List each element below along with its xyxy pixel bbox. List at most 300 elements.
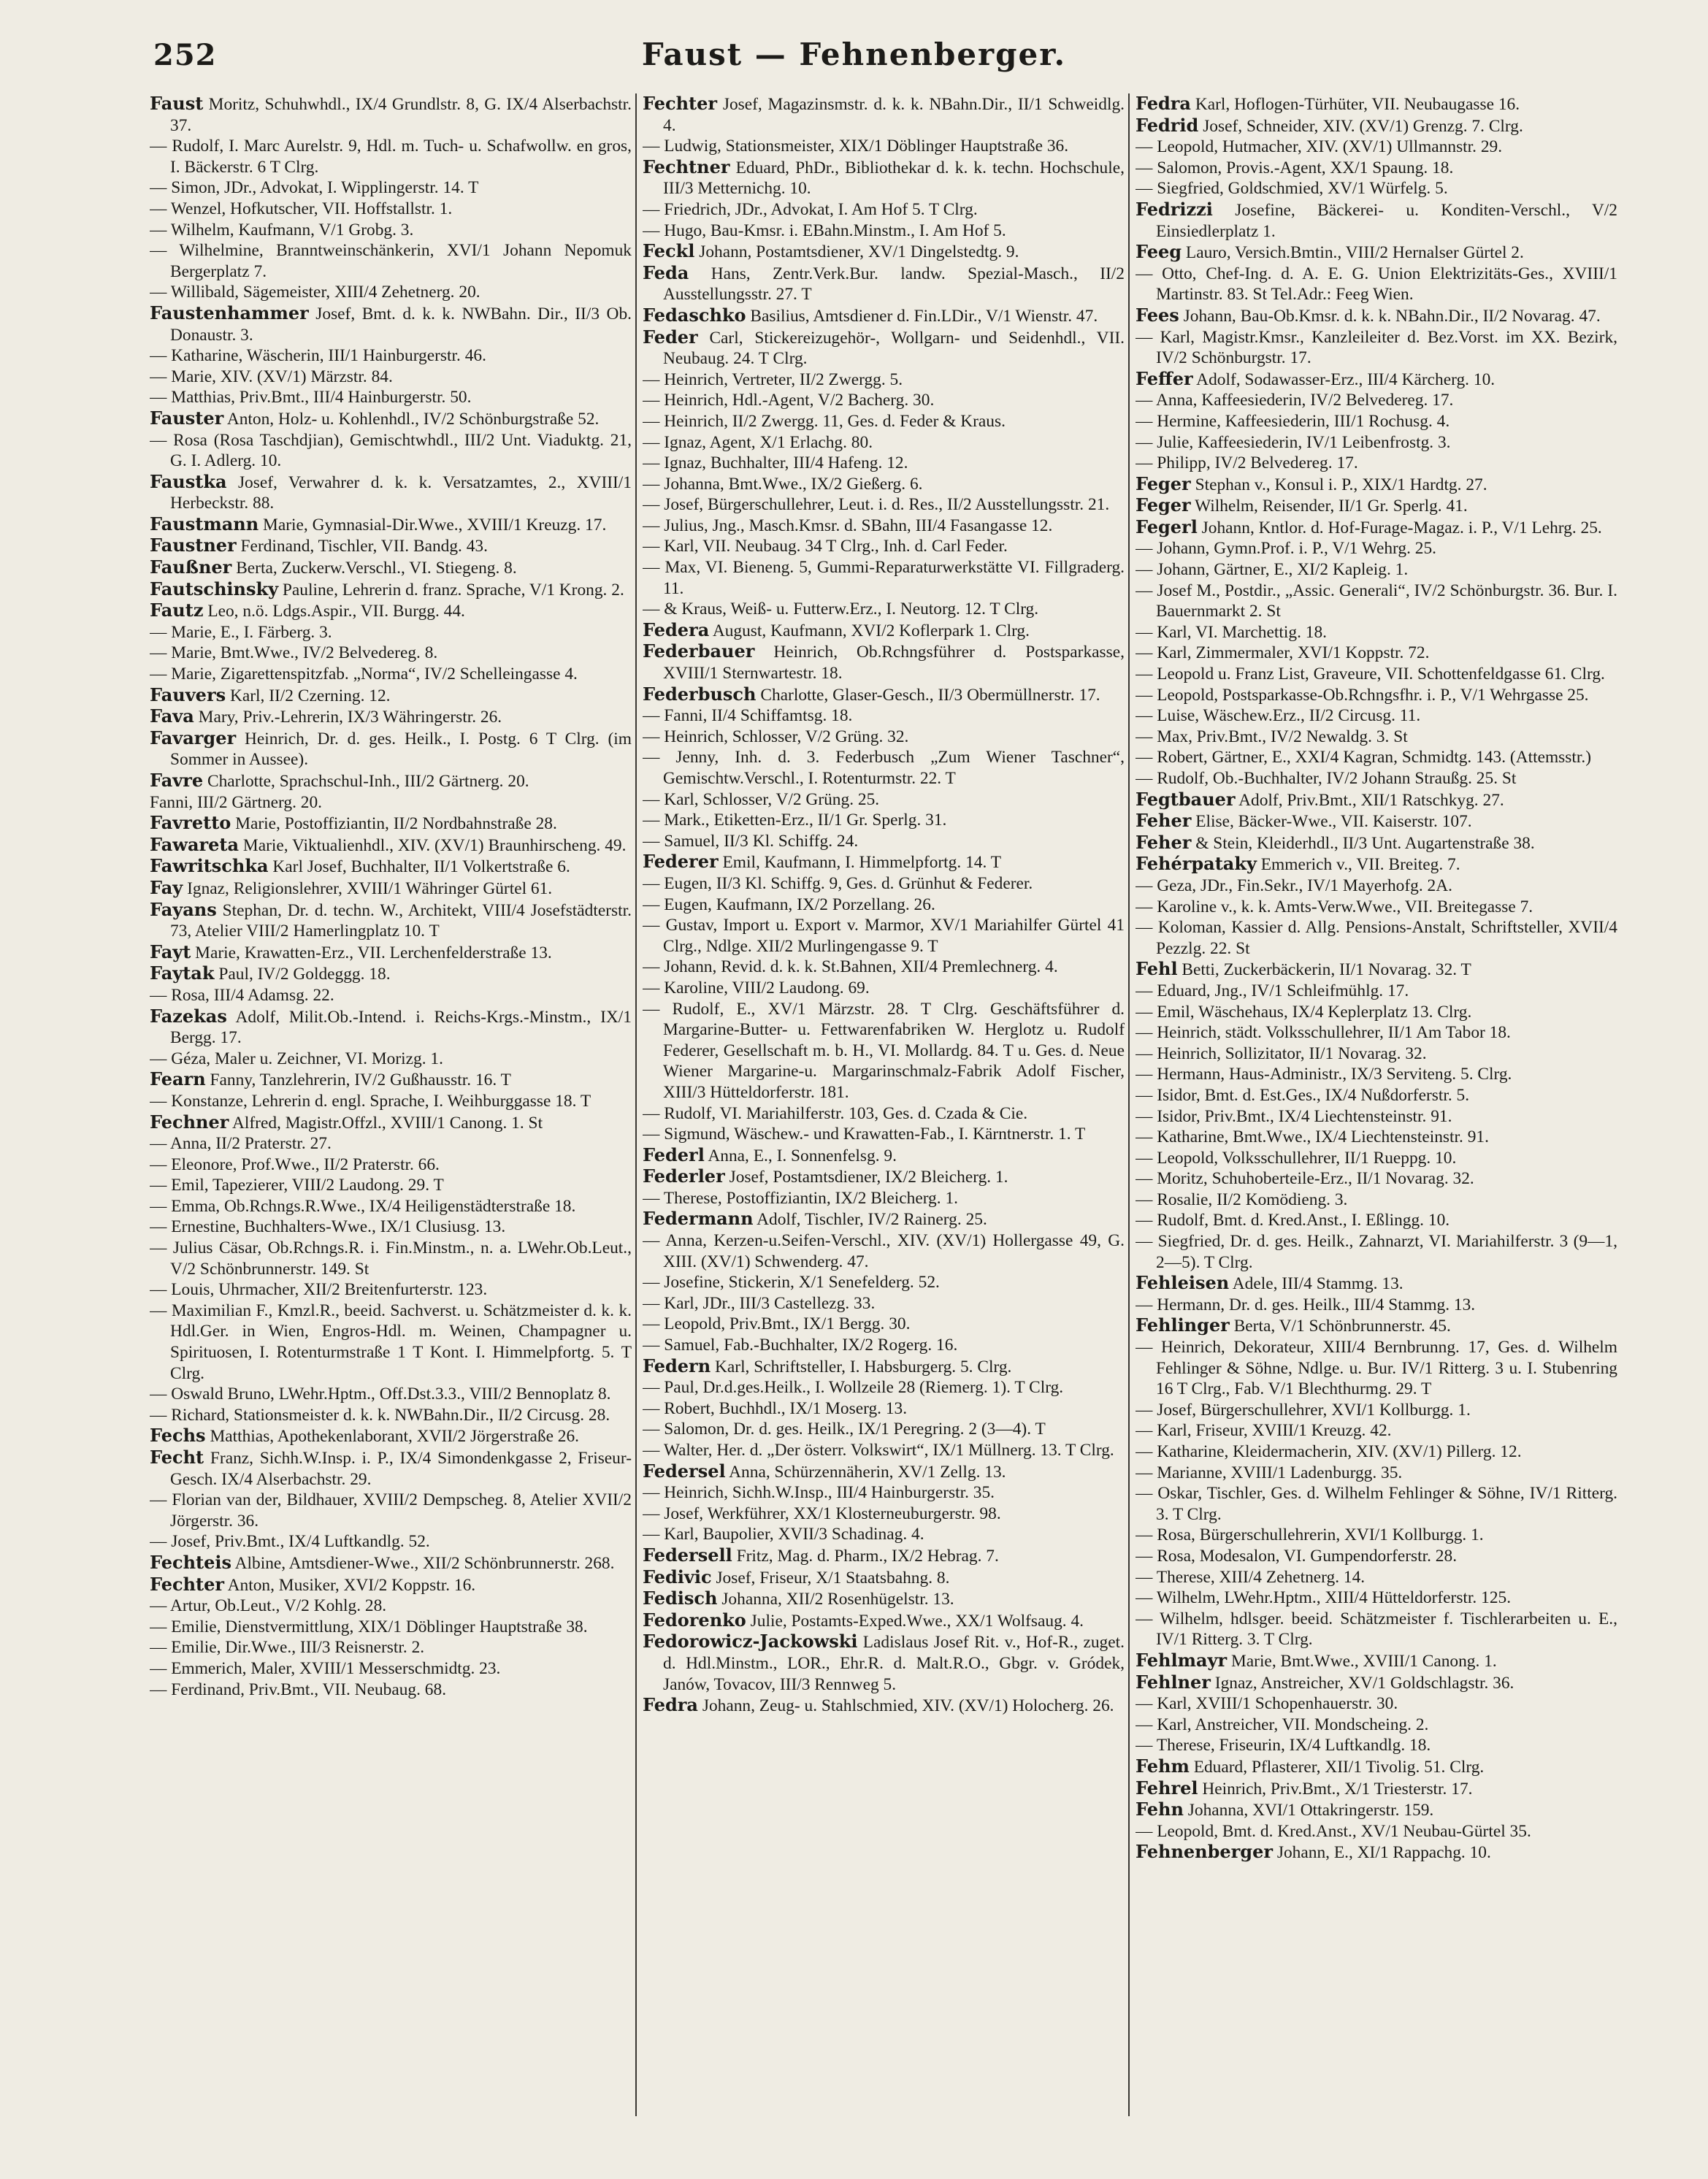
entry-surname: Feher	[1136, 831, 1192, 853]
entry-details: — Eduard, Jng., IV/1 Schleifmühlg. 17.	[1136, 981, 1409, 1000]
entry-surname: Fedaschko	[643, 304, 746, 326]
entry-details: — Rudolf, I. Marc Aurelstr. 9, Hdl. m. Tuch- u. Schafwollw. en gros, I. Bäckerstr. 6 T Clrg.	[150, 137, 632, 177]
directory-entry	[150, 430, 632, 472]
entry-details: Anton, Holz- u. Kohlenhdl., IV/2 Schönburgstraße 52.	[226, 409, 600, 429]
directory-entry	[643, 873, 1125, 895]
entry-details: — Matthias, Priv.Bmt., III/4 Hainburgerstr. 50.	[150, 388, 472, 407]
directory-entry	[150, 1596, 632, 1617]
directory-entry	[643, 641, 1125, 683]
directory-entry	[1136, 768, 1617, 789]
entry-details: Alfred, Magistr.Offzl., XVIII/1 Canong. 1. St	[231, 1113, 543, 1133]
directory-entry	[150, 1531, 632, 1552]
directory-entry	[150, 900, 632, 942]
directory-entry	[643, 620, 1125, 642]
entry-details: — Karl, XVIII/1 Schopenhauerstr. 30.	[1136, 1694, 1398, 1714]
directory-entry	[1136, 1546, 1617, 1567]
directory-entry	[1136, 538, 1617, 559]
entry-details: Johann, Bau-Ob.Kmsr. d. k. k. NBahn.Dir., II/2 Novarag. 47.	[1183, 306, 1601, 326]
directory-entry	[1136, 643, 1617, 664]
directory-entry	[1136, 1525, 1617, 1546]
directory-entry	[643, 411, 1125, 432]
directory-entry	[643, 1124, 1125, 1145]
entry-details: — Konstanze, Lehrerin d. engl. Sprache, I. Weihburggasse 18. T	[150, 1091, 591, 1111]
entry-surname: Fayt	[150, 941, 191, 962]
entry-details: Charlotte, Sprachschul-Inh., III/2 Gärtnerg. 20.	[207, 772, 529, 791]
directory-entry	[643, 684, 1125, 706]
entry-details: Betti, Zuckerbäckerin, II/1 Novarag. 32. T	[1182, 960, 1471, 980]
entry-details: — Koloman, Kassier d. Allg. Pensions-Anstalt, Schriftsteller, XVII/4 Pezzlg. 22. St	[1136, 918, 1617, 958]
entry-surname: Fauvers	[150, 683, 226, 705]
directory-entry	[150, 835, 632, 857]
entry-surname: Fayans	[150, 898, 217, 920]
directory-entry	[643, 705, 1125, 727]
directory-entry	[150, 1006, 632, 1049]
entry-details: — Ernestine, Buchhalters-Wwe., IX/1 Clusiusg. 13.	[150, 1217, 506, 1237]
entry-surname: Feffer	[1136, 367, 1193, 389]
entry-surname: Fearn	[150, 1068, 206, 1090]
entry-details: Karl, Hoflogen-Türhüter, VII. Neubaugasse 16.	[1195, 95, 1520, 114]
directory-entry	[150, 220, 632, 241]
entry-details: — Karoline, VIII/2 Laudong. 69.	[643, 978, 870, 997]
entry-details: — Wilhelm, LWehr.Hptm., XIII/4 Hütteldorferstr. 125.	[1136, 1588, 1512, 1608]
directory-entry	[1136, 917, 1617, 959]
directory-entry	[150, 557, 632, 579]
directory-entry	[150, 199, 632, 220]
entry-surname: Fehrel	[1136, 1777, 1198, 1799]
entry-surname: Fedrizzi	[1136, 198, 1213, 220]
entry-details: Johann, Kntlor. d. Hof-Furage-Magaz. i. P., V/1 Lehrg. 25.	[1201, 518, 1602, 537]
entry-details: — Heinrich, Hdl.-Agent, V/2 Bacherg. 30.	[643, 391, 935, 410]
directory-entry	[1136, 1715, 1617, 1736]
directory-entry	[643, 1230, 1125, 1272]
entry-details: — Leopold, Hutmacher, XIV. (XV/1) Ullmannstr. 29.	[1136, 137, 1503, 157]
directory-entry	[643, 1461, 1125, 1483]
directory-entry	[643, 810, 1125, 831]
directory-entry	[150, 770, 632, 792]
directory-entry	[1136, 664, 1617, 685]
directory-entry	[643, 831, 1125, 852]
entry-surname: Fehl	[1136, 958, 1178, 980]
entry-surname: Fautschinsky	[150, 578, 279, 600]
entry-details: Marie, Bmt.Wwe., XVIII/1 Canong. 1.	[1230, 1651, 1497, 1671]
directory-entry	[150, 472, 632, 514]
entry-surname: Feger	[1136, 494, 1191, 516]
directory-entry	[150, 622, 632, 643]
directory-entry	[643, 727, 1125, 748]
directory-entry	[643, 516, 1125, 537]
entry-details: — Heinrich, Schlosser, V/2 Grüng. 32.	[643, 727, 909, 746]
directory-entry	[150, 1658, 632, 1680]
directory-entry	[1136, 199, 1617, 242]
entry-details: — Mark., Etiketten-Erz., II/1 Gr. Sperlg. 31.	[643, 811, 947, 830]
directory-entry	[150, 1384, 632, 1405]
entry-details: — Emilie, Dienstvermittlung, XIX/1 Döblinger Hauptstraße 38.	[150, 1617, 588, 1636]
directory-entry	[643, 241, 1125, 263]
directory-entry	[643, 1545, 1125, 1567]
entry-surname: Federmann	[643, 1208, 754, 1230]
entry-details: — Ignaz, Agent, X/1 Erlachg. 80.	[643, 432, 873, 452]
directory-entry	[150, 985, 632, 1006]
entry-details: — Oskar, Tischler, Ges. d. Wilhelm Fehlinger & Söhne, IV/1 Ritterg. 3. T Clrg.	[1136, 1484, 1617, 1524]
directory-entry	[643, 1524, 1125, 1545]
directory-entry	[150, 1133, 632, 1154]
entry-surname: Feckl	[643, 240, 695, 262]
entry-details: — Leopold, Postsparkasse-Ob.Rchngsfhr. i. P., V/1 Wehrgasse 25.	[1136, 685, 1589, 705]
entry-surname: Faußner	[150, 556, 232, 578]
directory-entry	[150, 1552, 632, 1574]
directory-entry	[643, 1419, 1125, 1440]
entry-details: — Robert, Buchhdl., IX/1 Moserg. 13.	[643, 1398, 908, 1418]
directory-entry	[150, 387, 632, 408]
entry-details: — Florian van der, Bildhauer, XVIII/2 Dempscheg. 8, Atelier XVII/2 Jörgerstr. 36.	[150, 1490, 632, 1531]
entry-details: — Rosalie, II/2 Komödieng. 3.	[1136, 1190, 1348, 1209]
entry-details: Johann, Postamtsdiener, XV/1 Dingelstedtg. 9.	[699, 242, 1019, 262]
entry-surname: Favarger	[150, 727, 237, 748]
directory-entry	[643, 1314, 1125, 1335]
entry-details: — Leopold, Volksschullehrer, II/1 Rueppg. 10.	[1136, 1148, 1457, 1168]
entry-details: — Heinrich, II/2 Zwergg. 11, Ges. d. Feder & Kraus.	[643, 411, 1006, 431]
entry-details: Carl, Stickereizugehör-, Wollgarn- und Seidenhdl., VII. Neubaug. 24. T Clrg.	[663, 328, 1125, 369]
entry-details: — Karl, Baupolier, XVII/3 Schadinag. 4.	[643, 1525, 924, 1544]
directory-entry	[1136, 897, 1617, 918]
directory-entry	[150, 1279, 632, 1301]
entry-surname: Federa	[643, 619, 710, 640]
entry-details: Albine, Amtsdiener-Wwe., XII/2 Schönbrunnerstr. 268.	[234, 1553, 615, 1573]
directory-entry	[150, 942, 632, 964]
entry-details: Heinrich, Priv.Bmt., X/1 Triesterstr. 17.	[1202, 1779, 1473, 1799]
entry-surname: Fegerl	[1136, 516, 1198, 537]
entry-surname: Fehérpataky	[1136, 853, 1257, 875]
entry-surname: Faustner	[150, 535, 237, 556]
directory-entry	[1136, 1483, 1617, 1525]
entry-surname: Federl	[643, 1144, 705, 1165]
directory-entry	[1136, 727, 1617, 748]
entry-details: — Heinrich, Dekorateur, XIII/4 Bernbrunng. 17, Ges. d. Wilhelm Fehlinger & Söhne, Ndlge. u. Bur. IV/1 Ritterg. 3 u. I. Stubenring 16 T Clrg., Fab. V/1 Blechthurmg. 29. T	[1136, 1338, 1617, 1399]
entry-details: — Josef, Priv.Bmt., IX/4 Luftkandlg. 52.	[150, 1532, 430, 1552]
entry-surname: Federbusch	[643, 683, 757, 705]
directory-entry	[643, 1504, 1125, 1525]
directory-entry	[643, 895, 1125, 916]
entry-details: — Wilhelm, Kaufmann, V/1 Grobg. 3.	[150, 220, 414, 240]
entry-details: Fanni, III/2 Gärtnerg. 20.	[150, 792, 323, 812]
entry-surname: Fedivic	[643, 1566, 712, 1588]
directory-entry	[1136, 854, 1617, 876]
entry-details: — Emil, Wäschehaus, IX/4 Keplerplatz 13. Clrg.	[1136, 1002, 1472, 1022]
directory-entry	[643, 1335, 1125, 1356]
entry-details: — Josef, Bürgerschullehrer, Leut. i. d. Res., II/2 Ausstellungsstr. 21.	[643, 495, 1110, 515]
entry-surname: Fechter	[643, 93, 718, 114]
entry-details: — Siegfried, Dr. d. ges. Heilk., Zahnarzt, VI. Mariahilferstr. 3 (9—1, 2—5). T Clrg.	[1136, 1232, 1617, 1272]
directory-entry	[150, 177, 632, 199]
directory-entry	[643, 1103, 1125, 1125]
directory-entry	[1136, 1420, 1617, 1441]
directory-entry	[643, 999, 1125, 1103]
entry-surname: Federer	[643, 851, 719, 873]
directory-entry	[1136, 517, 1617, 539]
entry-details: — Karl, Friseur, XVIII/1 Kreuzg. 42.	[1136, 1421, 1392, 1441]
entry-details: — Artur, Ob.Leut., V/2 Kohlg. 28.	[150, 1596, 387, 1616]
entry-details: Josef, Magazinsmstr. d. k. k. NBahn.Dir., II/1 Schweidlg. 4.	[663, 95, 1125, 135]
entry-details: — Eugen, Kaufmann, IX/2 Porzellang. 26.	[643, 895, 935, 914]
directory-entry	[150, 856, 632, 878]
entry-details: — Louis, Uhrmacher, XII/2 Breitenfurterstr. 123.	[150, 1280, 488, 1300]
directory-entry	[1136, 747, 1617, 768]
directory-entry	[643, 1188, 1125, 1209]
entry-surname: Feda	[643, 261, 689, 283]
directory-entry	[150, 535, 632, 557]
entry-surname: Fehlinger	[1136, 1314, 1230, 1336]
directory-entry	[1136, 622, 1617, 643]
directory-entry	[1136, 1273, 1617, 1295]
entry-details: — Johann, Gymn.Prof. i. P., V/1 Wehrg. 25.	[1136, 539, 1437, 559]
directory-entry	[150, 367, 632, 388]
entry-surname: Faustmann	[150, 513, 259, 535]
directory-entry	[643, 1356, 1125, 1378]
entry-details: Josef, Bmt. d. k. k. NWBahn. Dir., II/3 Ob. Donaustr. 3.	[170, 304, 632, 345]
entry-surname: Fees	[1136, 304, 1179, 326]
entry-details: Emmerich v., VII. Breiteg. 7.	[1260, 855, 1460, 875]
entry-details: — Johann, Gärtner, E., XI/2 Kapleig. 1.	[1136, 560, 1409, 580]
entry-details: Berta, Zuckerw.Verschl., VI. Stiegeng. 8.	[236, 559, 517, 578]
entry-surname: Fechtner	[643, 156, 730, 177]
directory-entry	[150, 282, 632, 303]
directory-entry	[1136, 811, 1617, 832]
directory-entry	[1136, 1441, 1617, 1463]
entry-surname: Federsel	[643, 1460, 726, 1482]
entry-details: — Samuel, II/3 Kl. Schiffg. 24.	[643, 831, 859, 851]
directory-entry	[150, 600, 632, 622]
entry-surname: Fehm	[1136, 1755, 1190, 1777]
entry-surname: Fawritschka	[150, 855, 269, 877]
entry-details: Eduard, PhDr., Bibliothekar d. k. k. techn. Hochschule, III/3 Metternichg. 10.	[663, 158, 1125, 199]
entry-details: Wilhelm, Reisender, II/1 Gr. Sperlg. 41.	[1195, 497, 1468, 516]
entry-details: Adolf, Tischler, IV/2 Rainerg. 25.	[757, 1210, 987, 1230]
directory-entry	[1136, 581, 1617, 622]
entry-details: — Therese, Friseurin, IX/4 Luftkandlg. 18.	[1136, 1736, 1431, 1755]
directory-entry	[150, 303, 632, 345]
entry-details: Julie, Postamts-Exped.Wwe., XX/1 Wolfsaug. 4.	[750, 1611, 1084, 1631]
entry-details: — Eugen, II/3 Kl. Schiffg. 9, Ges. d. Grünhut & Federer.	[643, 873, 1033, 893]
entry-surname: Fechner	[150, 1111, 229, 1133]
entry-details: — Karl, VII. Neubaug. 34 T Clrg., Inh. d. Carl Feder.	[643, 537, 1008, 556]
entry-surname: Favretto	[150, 812, 231, 834]
entry-details: Basilius, Amtsdiener d. Fin.LDir., V/1 Wienstr. 47.	[750, 306, 1098, 326]
directory-entry	[1136, 789, 1617, 811]
entry-details: — Karl, Magistr.Kmsr., Kanzleileiter d. Bez.Vorst. im XX. Bezirk, IV/2 Schönburgstr. 17.	[1136, 327, 1617, 368]
entry-details: — Salomon, Provis.-Agent, XX/1 Spaung. 18.	[1136, 158, 1454, 177]
entry-surname: Fedrid	[1136, 114, 1199, 136]
entry-details: — Heinrich, Vertreter, II/2 Zwergg. 5.	[643, 369, 903, 389]
entry-details: Marie, Postoffiziantin, II/2 Nordbahnstraße 28.	[235, 814, 557, 834]
entry-details: & Stein, Kleiderhdl., II/3 Unt. Augartenstraße 38.	[1195, 833, 1535, 853]
directory-entry	[1136, 242, 1617, 264]
entry-details: — Karl, JDr., III/3 Castellezg. 33.	[643, 1293, 876, 1313]
directory-entry	[1136, 1337, 1617, 1400]
directory-entry	[1136, 1650, 1617, 1672]
entry-surname: Fehn	[1136, 1799, 1184, 1820]
entry-details: — Marianne, XVIII/1 Ladenburgg. 35.	[1136, 1463, 1403, 1482]
directory-entry	[643, 263, 1125, 305]
directory-entry	[1136, 1231, 1617, 1273]
entry-details: — Heinrich, städt. Volksschullehrer, II/1 Am Tabor 18.	[1136, 1023, 1511, 1043]
entry-details: — Moritz, Schuhoberteile-Erz., II/1 Novarag. 32.	[1136, 1169, 1474, 1189]
entry-details: Anton, Musiker, XVI/2 Koppstr. 16.	[227, 1575, 476, 1595]
directory-entry	[643, 1695, 1125, 1717]
entry-details: — Hugo, Bau-Kmsr. i. EBahn.Minstm., I. Am Hof 5.	[643, 221, 1006, 240]
directory-entry	[150, 345, 632, 367]
directory-entry	[1136, 264, 1617, 305]
entry-details: Ignaz, Religionslehrer, XVIII/1 Währinger Gürtel 61.	[187, 878, 553, 898]
directory-entry	[150, 685, 632, 707]
entry-details: Franz, Sichh.W.Insp. i. P., IX/4 Simondenkgasse 2, Friseur-Gesch. IX/4 Alserbachstr. 29.	[170, 1449, 632, 1489]
entry-details: — Rosa (Rosa Taschdjian), Gemischtwhdl., III/2 Unt. Viaduktg. 21, G. I. Adlerg. 10.	[150, 430, 632, 471]
entry-details: — Geza, JDr., Fin.Sekr., IV/1 Mayerhofg. 2A.	[1136, 876, 1452, 895]
directory-entry	[150, 643, 632, 664]
entry-details: Anna, E., I. Sonnenfelsg. 9.	[708, 1146, 897, 1165]
entry-details: — Karl, Anstreicher, VII. Mondscheing. 2.	[1136, 1715, 1429, 1734]
entry-details: Johann, E., XI/1 Rappachg. 10.	[1276, 1843, 1491, 1863]
entry-details: Fanny, Tanzlehrerin, IV/2 Gußhausstr. 16. T	[210, 1071, 511, 1090]
directory-entry	[150, 1574, 632, 1596]
entry-details: Moritz, Schuhwhdl., IX/4 Grundlstr. 8, G. IX/4 Alserbachstr. 37.	[170, 95, 632, 135]
directory-entry	[643, 1209, 1125, 1230]
directory-entry	[150, 664, 632, 685]
entry-details: Anna, Schürzennäherin, XV/1 Zellg. 13.	[729, 1462, 1006, 1482]
entry-details: Elise, Bäcker-Wwe., VII. Kaiserstr. 107.	[1195, 812, 1472, 832]
directory-entry	[643, 93, 1125, 136]
entry-surname: Feher	[1136, 810, 1192, 832]
entry-details: Pauline, Lehrerin d. franz. Sprache, V/1 Krong. 2.	[282, 580, 624, 600]
entry-details: Leo, n.ö. Ldgs.Aspir., VII. Burgg. 44.	[207, 602, 465, 621]
entry-details: — Ignaz, Buchhalter, III/4 Hafeng. 12.	[643, 453, 908, 473]
entry-details: — Walter, Her. d. „Der österr. Volkswirt“, IX/1 Müllnerg. 13. T Clrg.	[643, 1441, 1114, 1460]
entry-details: — Marie, Zigarettenspitzfab. „Norma“, IV/2 Schelleingasse 4.	[150, 665, 578, 684]
directory-entry	[150, 1091, 632, 1112]
entry-details: Matthias, Apothekenlaborant, XVII/2 Jörgerstraße 26.	[210, 1427, 580, 1447]
entry-surname: Faytak	[150, 962, 215, 984]
directory-entry	[1136, 1756, 1617, 1778]
directory-entry	[1136, 1210, 1617, 1231]
directory-entry	[1136, 959, 1617, 981]
entry-details: — Anna, Kerzen-u.Seifen-Verschl., XIV. (XV/1) Hollergasse 49, G. XIII. (XV/1) Schwenderg. 47.	[643, 1231, 1125, 1271]
directory-entry	[643, 1272, 1125, 1293]
entry-details: Berta, V/1 Schönbrunnerstr. 45.	[1233, 1317, 1451, 1336]
entry-details: — Géza, Maler u. Zeichner, VI. Morizg. 1.	[150, 1049, 443, 1068]
directory-entry	[1136, 1799, 1617, 1821]
entry-details: — Heinrich, Sichh.W.Insp., III/4 Hainburgerstr. 35.	[643, 1483, 995, 1503]
entry-details: — Julie, Kaffeesiederin, IV/1 Leibenfrostg. 3.	[1136, 432, 1451, 452]
entry-details: — Rudolf, VI. Mariahilferstr. 103, Ges. d. Czada & Cie.	[643, 1103, 1028, 1123]
directory-entry	[1136, 158, 1617, 179]
entry-surname: Fedra	[1136, 93, 1191, 114]
directory-entry	[1136, 1842, 1617, 1864]
directory-entry	[643, 453, 1125, 474]
entry-details: — Leopold u. Franz List, Graveure, VII. Schottenfeldgasse 61. Clrg.	[1136, 665, 1605, 684]
directory-entry	[1136, 1106, 1617, 1127]
entry-details: — Rosa, Bürgerschullehrerin, XVI/1 Kollburgg. 1.	[1136, 1525, 1484, 1545]
directory-entry	[150, 1301, 632, 1384]
directory-entry	[643, 747, 1125, 789]
entry-details: — Josef, Bürgerschullehrer, XVI/1 Kollburgg. 1.	[1136, 1400, 1471, 1420]
directory-entry	[643, 789, 1125, 811]
directory-entry	[1136, 1463, 1617, 1484]
entry-details: — Friedrich, JDr., Advokat, I. Am Hof 5. T Clrg.	[643, 199, 978, 219]
entry-details: — Emil, Tapezierer, VIII/2 Laudong. 29. T	[150, 1176, 444, 1195]
entry-details: — Therese, XIII/4 Zehetnerg. 14.	[1136, 1567, 1366, 1587]
directory-entry	[150, 1175, 632, 1196]
directory-entry	[150, 1196, 632, 1217]
entry-surname: Federn	[643, 1355, 711, 1376]
column-2	[643, 93, 1125, 2153]
directory-entry	[1136, 411, 1617, 432]
directory-entry	[643, 390, 1125, 411]
directory-entry	[1136, 1064, 1617, 1085]
directory-entry	[150, 813, 632, 835]
directory-entry	[643, 199, 1125, 221]
entry-details: — Katharine, Wäscherin, III/1 Hainburgerstr. 46.	[150, 346, 486, 366]
column-1	[150, 93, 632, 2153]
directory-entry	[643, 1610, 1125, 1632]
entry-surname: Fechs	[150, 1425, 206, 1447]
directory-entry	[643, 1377, 1125, 1398]
entry-details: — Leopold, Bmt. d. Kred.Anst., XV/1 Neubau-Gürtel 35.	[1136, 1821, 1531, 1841]
entry-surname: Fedorenko	[643, 1609, 746, 1631]
directory-entry	[150, 1238, 632, 1279]
directory-entry	[1136, 1022, 1617, 1043]
entry-details: — Johanna, Bmt.Wwe., IX/2 Gießerg. 6.	[643, 474, 923, 494]
directory-entry	[1136, 115, 1617, 137]
entry-details: — Oswald Bruno, LWehr.Hptm., Off.Dst.3.3., VIII/2 Bennoplatz 8.	[150, 1385, 611, 1404]
entry-surname: Favre	[150, 770, 204, 791]
entry-surname: Feger	[1136, 472, 1191, 494]
entry-details: Heinrich, Ob.Rchngsführer d. Postsparkasse, XVIII/1 Sternwartestr. 18.	[663, 643, 1125, 683]
entry-details: — Maximilian F., Kmzl.R., beeid. Sachverst. u. Schätzmeister d. k. k. Hdl.Ger. in Wien, Engros-Hdl. m. Weinen, Champagner u. Spirituosen, I. Rotenturmstraße 1 T Kont. I. Himmelpfortg. 5. T Clrg.	[150, 1301, 632, 1383]
directory-entry	[1136, 178, 1617, 199]
entry-details: — Philipp, IV/2 Belvedereg. 17.	[1136, 453, 1358, 473]
entry-details: Josef, Postamtsdiener, IX/2 Bleicherg. 1.	[729, 1168, 1008, 1187]
entry-details: — Robert, Gärtner, E., XXI/4 Kagran, Schmidtg. 143. (Attemsstr.)	[1136, 748, 1591, 767]
directory-entry	[643, 1440, 1125, 1461]
directory-entry	[1136, 1693, 1617, 1715]
entry-details: — Heinrich, Sollizitator, II/1 Novarag. 32.	[1136, 1043, 1427, 1063]
entry-details: — Marie, E., I. Färberg. 3.	[150, 622, 332, 642]
directory-entry	[1136, 1400, 1617, 1421]
entry-details: — Samuel, Fab.-Buchhalter, IX/2 Rogerg. 16.	[643, 1336, 958, 1355]
directory-entry	[150, 1617, 632, 1638]
directory-entry	[1136, 93, 1617, 115]
directory-entry	[643, 1145, 1125, 1167]
entry-details: Stephan v., Konsul i. P., XIX/1 Hardtg. 27.	[1195, 475, 1487, 494]
directory-entry	[643, 557, 1125, 599]
entry-surname: Fedra	[643, 1694, 698, 1716]
entry-details: — Julius Cäsar, Ob.Rchngs.R. i. Fin.Minstm., n. a. LWehr.Ob.Leut., V/2 Schönbrunnerstr. 149. St	[150, 1238, 632, 1279]
entry-details: — Max, VI. Bieneng. 5, Gummi-Reparaturwerkstätte VI. Fillgraderg. 11.	[643, 558, 1125, 598]
entry-details: Mary, Priv.-Lehrerin, IX/3 Währingerstr. 26.	[198, 708, 502, 727]
directory-entry	[1136, 1588, 1617, 1609]
directory-entry	[1136, 453, 1617, 474]
entry-surname: Fecht	[150, 1447, 204, 1468]
entry-details: Johann, Zeug- u. Stahlschmied, XIV. (XV/1) Holocherg. 26.	[702, 1696, 1114, 1716]
entry-details: — Rudolf, Bmt. d. Kred.Anst., I. Eßlingg. 10.	[1136, 1211, 1450, 1230]
entry-details: — Rudolf, Ob.-Buchhalter, IV/2 Johann Straußg. 25. St	[1136, 769, 1517, 788]
entry-details: — Hermine, Kaffeesiederin, III/1 Rochusg. 4.	[1136, 411, 1450, 431]
directory-entry	[1136, 1002, 1617, 1023]
directory-entry	[643, 1482, 1125, 1504]
entry-details: — Otto, Chef-Ing. d. A. E. G. Union Elektrizitäts-Ges., XVIII/1 Martinstr. 83. St Tel.Adr.: Feeg Wien.	[1136, 264, 1617, 305]
entry-surname: Fay	[150, 876, 183, 898]
entry-details: Adele, III/4 Stammg. 13.	[1232, 1274, 1403, 1294]
directory-entry	[643, 599, 1125, 620]
